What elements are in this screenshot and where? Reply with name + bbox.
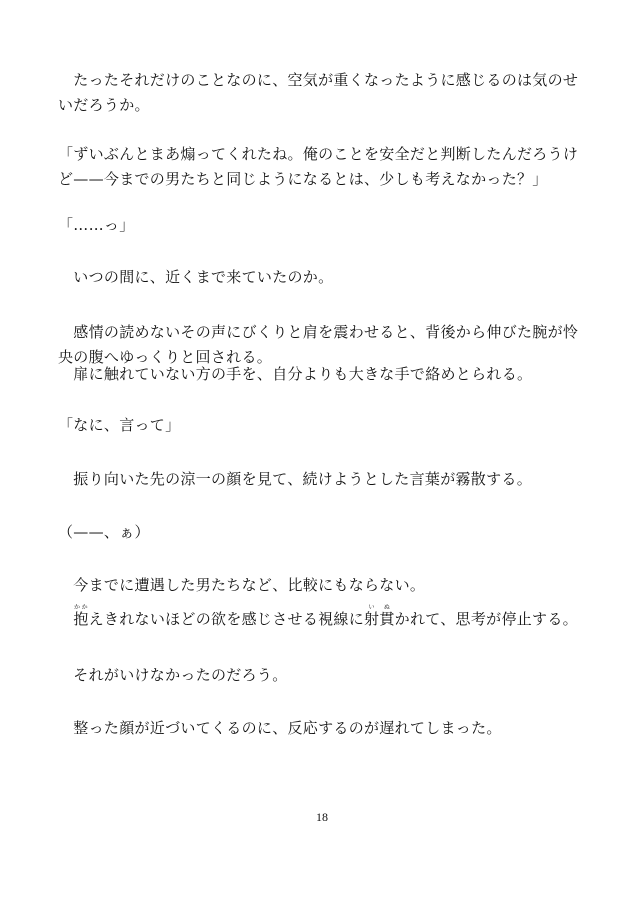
paragraph-5: 感情の読めないその声にびくりと肩を震わせると、背後から伸びた腕が怜央の腹へゆっくりと回される。 [58,323,579,366]
paragraph-13: 整った顔が近づいてくるのに、反応するのが遅れてしまった。 [58,719,502,737]
ruby-text-1: かか [73,604,89,611]
paragraph-9: （——、ぁ） [58,523,150,541]
ruby-paragraph-text-2: かれて、思考が停止する。 [394,610,578,628]
ruby-base-2: 射貫 [364,610,395,628]
paragraph-12: それがいけなかったのだろう。 [58,666,288,684]
ruby-paragraph-text-1: えきれないほどの欲を感じさせる視線に [88,610,365,628]
ruby-text-2: いぬ [364,604,395,611]
paragraph-8: 振り向いた先の涼一の顔を見て、続けようとした言葉が霧散する。 [58,470,533,488]
ruby-inu [364,604,395,628]
ruby-indent [58,610,73,628]
page-number: 18 [316,810,328,824]
paragraph-11-ruby [58,604,592,632]
paragraph-7: 「なに、言って」 [58,416,181,434]
ruby-base-1: 抱 [73,610,89,628]
paragraph-10: 今までに遭遇した男たちなど、比較にもならない。 [58,576,426,594]
ruby-kaka [73,604,89,628]
paragraph-4: いつの間に、近くまで来ていたのか。 [58,268,334,286]
paragraph-3: 「……っ」 [58,216,135,234]
paragraph-6: 扉に触れていない方の手を、自分よりも大きな手で絡めとられる。 [58,365,533,383]
paragraph-2: 「ずいぶんとまあ煽ってくれたね。俺のことを安全だと判断したんだろうけど——今までの男たちと同じようになるとは、少しも考えなかった？」 [58,145,579,188]
paragraph-1: たったそれだけのことなのに、空気が重くなったように感じるのは気のせいだろうか。 [58,71,579,114]
